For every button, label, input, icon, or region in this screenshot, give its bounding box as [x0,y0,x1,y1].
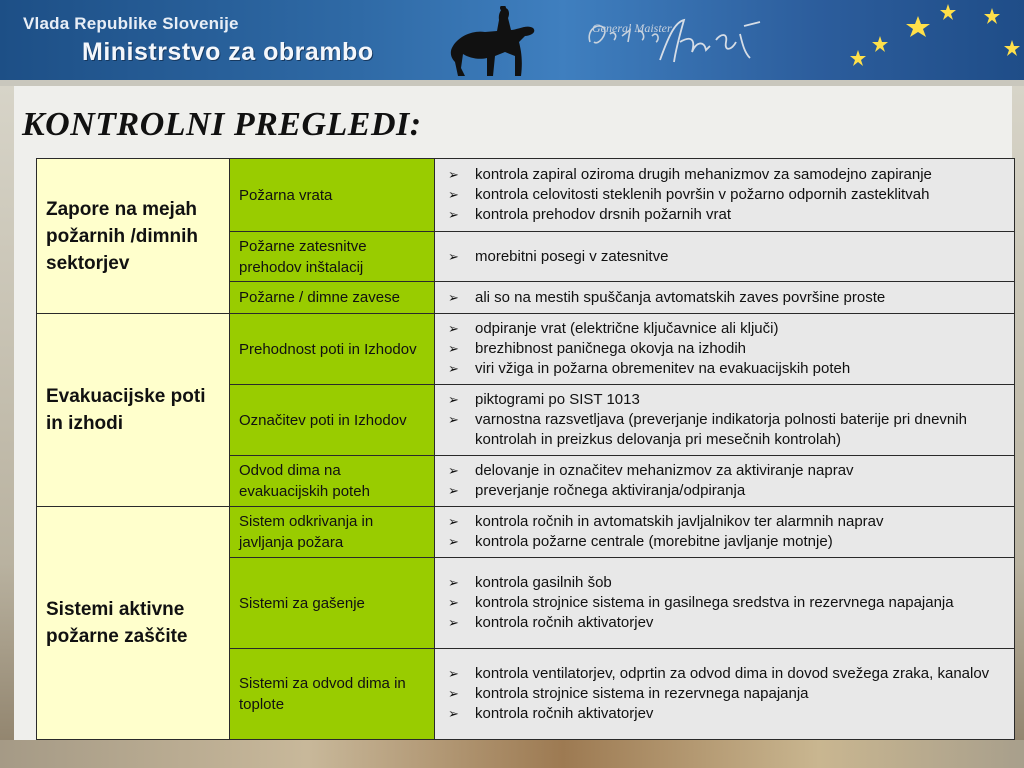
arrow-bullet-icon: ➢ [448,463,459,478]
check-item-text: kontrola zapiral oziroma drugih mehanizmov za samodejno zapiranje [475,166,932,183]
checks-list [448,573,1008,633]
list-item [448,339,1008,359]
table-row [37,314,1015,385]
subcategory-cell: Požarna vrata [230,159,435,232]
checks-cell [435,282,1015,314]
arrow-bullet-icon: ➢ [448,207,459,222]
table-row [37,507,1015,558]
arrow-bullet-icon: ➢ [448,706,459,721]
list-item [448,461,1008,481]
government-label: Vlada Republike Slovenije [23,14,239,33]
checks-cell [435,314,1015,385]
arrow-bullet-icon: ➢ [448,483,459,498]
subcategory-cell: Sistemi za gašenje [230,558,435,649]
list-item [448,573,1008,593]
table-row [37,159,1015,232]
check-item-text: kontrola požarne centrale (morebitne javljanje motnje) [475,533,833,550]
equestrian-statue-icon [445,6,540,80]
check-item-text: ali so na mestih spuščanja avtomatskih zaves površine proste [475,288,886,306]
list-item [448,359,1008,379]
check-item-text: kontrola ročnih in avtomatskih javljalnikov ter alarmnih naprav [475,513,884,530]
checks-cell [435,649,1015,740]
list-item [448,613,1008,633]
list-item [448,185,1008,205]
checks-cell [435,232,1015,282]
arrow-bullet-icon: ➢ [448,321,459,336]
arrow-bullet-icon: ➢ [448,248,459,264]
list-item [448,410,1008,450]
inspection-table [36,158,1015,740]
checks-cell [435,385,1015,456]
arrow-bullet-icon: ➢ [448,187,459,202]
arrow-bullet-icon: ➢ [448,666,459,681]
check-item-text: odpiranje vrat (električne ključavnice ali ključi) [475,320,779,337]
page-title: KONTROLNI PREGLEDI: [22,106,422,143]
checks-cell [435,558,1015,649]
list-item [448,165,1008,185]
arrow-bullet-icon: ➢ [448,615,459,630]
signature-text: General Maister [592,21,672,35]
checks-list [448,664,1008,724]
checks-list [448,165,1008,225]
check-item-text: viri vžiga in požarna obremenitev na evakuacijskih poteh [475,360,851,377]
arrow-bullet-icon: ➢ [448,595,459,610]
subcategory-cell: Odvod dima na evakuacijskih poteh [230,456,435,507]
left-border-decoration [0,86,14,768]
list-item [448,288,1008,308]
list-item [448,247,1008,267]
arrow-bullet-icon: ➢ [448,575,459,590]
signature-image [580,12,765,72]
check-item-text: varnostna razsvetljava (preverjanje indikatorja polnosti baterije pri dnevnih kontrolah in preizkus delovanja pri mesečnih kontrolah) [475,411,967,448]
checks-cell [435,507,1015,558]
check-item-text: kontrola prehodov drsnih požarnih vrat [475,206,731,223]
subcategory-cell: Sistemi za odvod dima in toplote [230,649,435,740]
list-item [448,532,1008,552]
subcategory-cell: Požarne / dimne zavese [230,282,435,314]
checks-list [448,461,1008,501]
check-item-text: kontrola ročnih aktivatorjev [475,614,654,631]
check-item-text: kontrola strojnice sistema in rezervnega napajanja [475,685,809,702]
bottom-border-decoration [0,740,1024,768]
check-item-text: kontrola gasilnih šob [475,574,612,591]
arrow-bullet-icon: ➢ [448,289,459,305]
list-item [448,512,1008,532]
check-item-text: preverjanje ročnega aktiviranja/odpiranja [475,482,746,499]
arrow-bullet-icon: ➢ [448,686,459,701]
arrow-bullet-icon: ➢ [448,167,459,182]
list-item [448,319,1008,339]
checks-list [448,247,1008,267]
check-item-text: morebitni posegi v zatesnitve [475,247,669,265]
category-cell: Sistemi aktivne požarne zaščite [37,507,230,740]
checks-cell [435,159,1015,232]
list-item [448,481,1008,501]
checks-list [448,390,1008,450]
arrow-bullet-icon: ➢ [448,534,459,549]
ministry-label: Ministrstvo za obrambo [82,38,374,66]
checks-list [448,512,1008,552]
arrow-bullet-icon: ➢ [448,341,459,356]
check-item-text: kontrola ročnih aktivatorjev [475,705,654,722]
check-item-text: kontrola celovitosti steklenih površin v požarno odpornih zasteklitvah [475,186,930,203]
list-item [448,684,1008,704]
header-divider [0,80,1024,86]
checks-list [448,319,1008,379]
subcategory-cell: Sistem odkrivanja in javljanja požara [230,507,435,558]
header-banner [0,0,1024,80]
checks-cell [435,456,1015,507]
check-item-text: piktogrami po SIST 1013 [475,391,640,408]
list-item [448,390,1008,410]
check-item-text: kontrola ventilatorjev, odprtin za odvod dima in dovod svežega zraka, kanalov [475,665,990,682]
list-item [448,205,1008,225]
list-item [448,704,1008,724]
list-item [448,664,1008,684]
list-item [448,593,1008,613]
arrow-bullet-icon: ➢ [448,412,459,427]
check-item-text: delovanje in označitev mehanizmov za aktiviranje naprav [475,462,854,479]
subcategory-cell: Prehodnost poti in Izhodov [230,314,435,385]
category-cell: Evakuacijske poti in izhodi [37,314,230,507]
subcategory-cell: Označitev poti in Izhodov [230,385,435,456]
arrow-bullet-icon: ➢ [448,514,459,529]
checks-list [448,288,1008,308]
subcategory-cell: Požarne zatesnitve prehodov inštalacij [230,232,435,282]
arrow-bullet-icon: ➢ [448,361,459,376]
check-item-text: kontrola strojnice sistema in gasilnega sredstva in rezervnega napajanja [475,594,954,611]
eu-stars-decoration [760,0,1024,80]
category-cell: Zapore na mejah požarnih /dimnih sektorjev [37,159,230,314]
arrow-bullet-icon: ➢ [448,392,459,407]
check-item-text: brezhibnost paničnega okovja na izhodih [475,340,747,357]
